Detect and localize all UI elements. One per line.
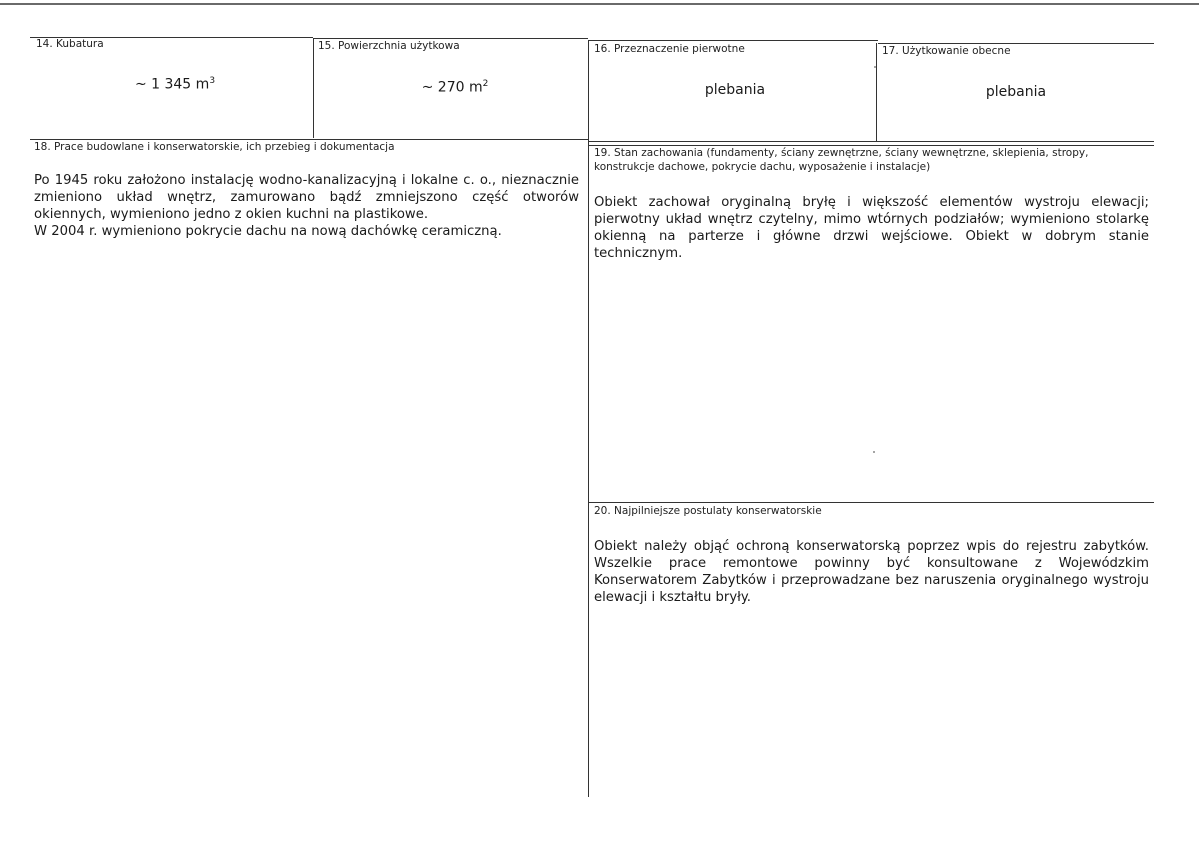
field-14-value	[120, 76, 230, 93]
field-18-paragraph-2: W 2004 r. wymieniono pokrycie dachu na nową dachówkę ceramiczną.	[34, 224, 502, 239]
field-15-label: 15. Powierzchnia użytkowa	[318, 40, 460, 52]
divider-f16-f17	[876, 43, 877, 141]
field-19-text	[594, 194, 1149, 262]
row-top-line-f15	[313, 38, 588, 39]
divider-f15-f16	[588, 40, 589, 797]
row-mid-line-left	[30, 139, 588, 140]
field-16-label: 16. Przeznaczenie pierwotne	[594, 43, 745, 55]
field-17-label: 17. Użytkowanie obecne	[882, 45, 1011, 57]
field-18-label: 18. Prace budowlane i konserwatorskie, ich przebieg i dokumentacja	[34, 141, 395, 153]
field-19-paragraph: Obiekt zachował oryginalną bryłę i większość elementów wystroju elewacji; pierwotny układ wnętrz czytelny, mimo wtórnych podziałów; wymieniono stolarkę okienną na parterze i główne drzwi wejściowe. Obiekt w dobrym stanie technicznym.	[594, 195, 1149, 261]
divider-f14-f15	[313, 38, 314, 138]
field-15-value	[400, 79, 510, 96]
field-18-text	[34, 172, 579, 240]
field-14-value-text: ~ 1 345 m	[134, 76, 210, 93]
field-14-label: 14. Kubatura	[36, 38, 104, 50]
field-15-value-text: ~ 270 m	[421, 79, 483, 96]
row-mid-line-right	[588, 141, 1154, 142]
field-17-value: plebania	[985, 84, 1047, 100]
field-20-text	[594, 538, 1149, 606]
field-20-paragraph: Obiekt należy objąć ochroną konserwatorską poprzez wpis do rejestru zabytków. Wszelkie prace remontowe powinny być konsultowane z Wojewódzkim Konserwatorem Zabytków i przeprowadzane bez naruszenia oryginalnego wystroju elewacji i kształtu bryły.	[594, 539, 1149, 605]
field-14-unit-sup: 3	[209, 76, 216, 86]
field-15-unit-sup: 2	[482, 79, 489, 89]
scan-speck	[873, 451, 875, 453]
scan-speck	[874, 66, 876, 68]
row-top-line-f17	[878, 43, 1154, 44]
field-19-label-line2: konstrukcje dachowe, pokrycie dachu, wyposażenie i instalacje)	[594, 161, 931, 173]
row-top-line-f16	[588, 40, 878, 41]
field-18-paragraph-1: Po 1945 roku założono instalację wodno-kanalizacyjną i lokalne c. o., nieznacznie zmieniono układ wnętrz, zamurowano bądź zmniejszono część otworów okiennych, wymieniono jedno z okien kuchni na plastikowe.	[34, 173, 579, 222]
field-19-label-line1: 19. Stan zachowania (fundamenty, ściany zewnętrzne, ściany wewnętrzne, sklepienia, stropy,	[594, 147, 1089, 159]
row-mid-line-f19	[588, 145, 1154, 146]
field-20-label: 20. Najpilniejsze postulaty konserwatorskie	[594, 505, 822, 517]
row-line-f20	[588, 502, 1154, 503]
field-16-value: plebania	[704, 82, 766, 98]
top-edge-line	[0, 3, 1199, 5]
